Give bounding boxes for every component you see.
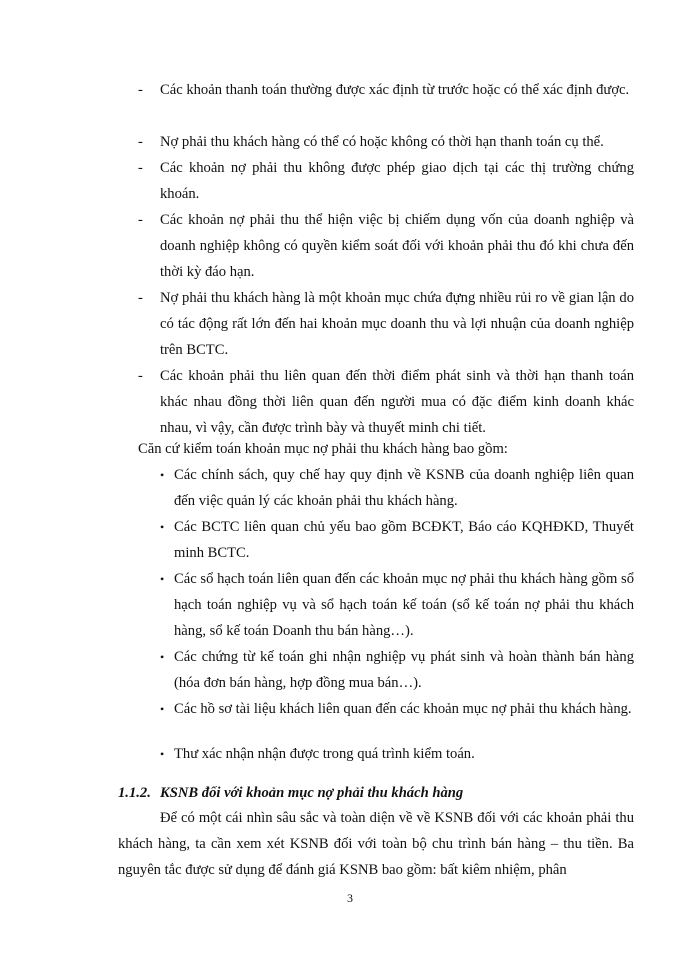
bullet-list-item [160,462,634,514]
body-paragraph: Để có một cái nhìn sâu sắc và toàn diện về về KSNB đối với các khoản phải thu khách hàng, ta cần xem xét KSNB đối với toàn bộ chu trình bán hàng – thu tiền. Ba nguyên tắc được sử dụng để đánh giá KSNB bao gồm: bất kiêm nhiệm, phân [118,810,634,878]
bullet-item-text: Các sổ hạch toán liên quan đến các khoản mục nợ phải thu khách hàng gồm sổ hạch toán nghiệp vụ và sổ hạch toán kế toán (sổ kế toán nợ phải thu khách hàng, sổ kế toán Doanh thu bán hàng…). [174,571,634,639]
dash-marker: - [138,134,143,150]
dash-list-item [138,285,634,363]
bullet-marker: • [160,572,165,586]
basis-intro: Căn cứ kiểm toán khoản mục nợ phải thu khách hàng bao gồm: [138,441,508,457]
section-heading [118,780,638,806]
bullet-item-text: Các hồ sơ tài liệu khách liên quan đến các khoản mục nợ phải thu khách hàng. [174,701,632,717]
dash-list-item [138,77,634,103]
dash-marker: - [138,368,143,384]
dash-marker: - [138,82,143,98]
dash-item-text: Nợ phải thu khách hàng có thể có hoặc không có thời hạn thanh toán cụ thể. [160,134,604,150]
dash-item-text: Các khoản nợ phải thu thể hiện việc bị chiếm dụng vốn của doanh nghiệp và doanh nghiệp không có quyền kiểm soát đối với khoản phải thu đó khi chưa đến thời kỳ đáo hạn. [160,212,634,280]
dash-list-item [138,207,634,285]
bullet-list-item [160,566,634,644]
bullet-item-text: Thư xác nhận nhận được trong quá trình kiểm toán. [174,746,475,762]
bullet-list-item [160,644,634,696]
dash-item-text: Các khoản thanh toán thường được xác định từ trước hoặc có thể xác định được. [160,82,630,98]
dash-list-item [138,129,634,155]
bullet-item-text: Các chính sách, quy chế hay quy định về KSNB của doanh nghiệp liên quan đến việc quản lý các khoản phải thu khách hàng. [174,467,634,509]
bullet-marker: • [160,747,165,761]
bullet-marker: • [160,702,165,716]
dash-item-text: Các khoản nợ phải thu không được phép giao dịch tại các thị trường chứng khoán. [160,160,634,202]
dash-marker: - [138,160,143,176]
section-title: KSNB đối với khoản mục nợ phải thu khách hàng [160,785,464,801]
dash-marker: - [138,290,143,306]
bullet-marker: • [160,468,165,482]
dash-list-item [138,155,634,207]
bullet-item-text: Các chứng từ kế toán ghi nhận nghiệp vụ phát sinh và hoàn thành bán hàng (hóa đơn bán hàng, hợp đồng mua bán…). [174,649,634,691]
bullet-list-item [160,741,634,767]
dash-item-text: Nợ phải thu khách hàng là một khoản mục chứa đựng nhiều rủi ro về gian lận do có tác động rất lớn đến hai khoản mục doanh thu và lợi nhuận của doanh nghiệp trên BCTC. [160,290,634,358]
dash-list-item [138,363,634,441]
section-number: 1.1.2. [118,785,151,801]
bullet-list-item [160,514,634,566]
bullet-marker: • [160,650,165,664]
bullet-item-text: Các BCTC liên quan chủ yếu bao gồm BCĐKT, Báo cáo KQHĐKD, Thuyết minh BCTC. [174,519,634,561]
dash-marker: - [138,212,143,228]
bullet-list-item [160,696,634,722]
page-number: 3 [347,891,353,905]
bullet-marker: • [160,520,165,534]
dash-item-text: Các khoản phải thu liên quan đến thời điểm phát sinh và thời hạn thanh toán khác nhau đồng thời liên quan đến người mua có đặc điểm kinh doanh khác nhau, vì vậy, cần được trình bày và thuyết minh chi tiết. [160,368,634,436]
